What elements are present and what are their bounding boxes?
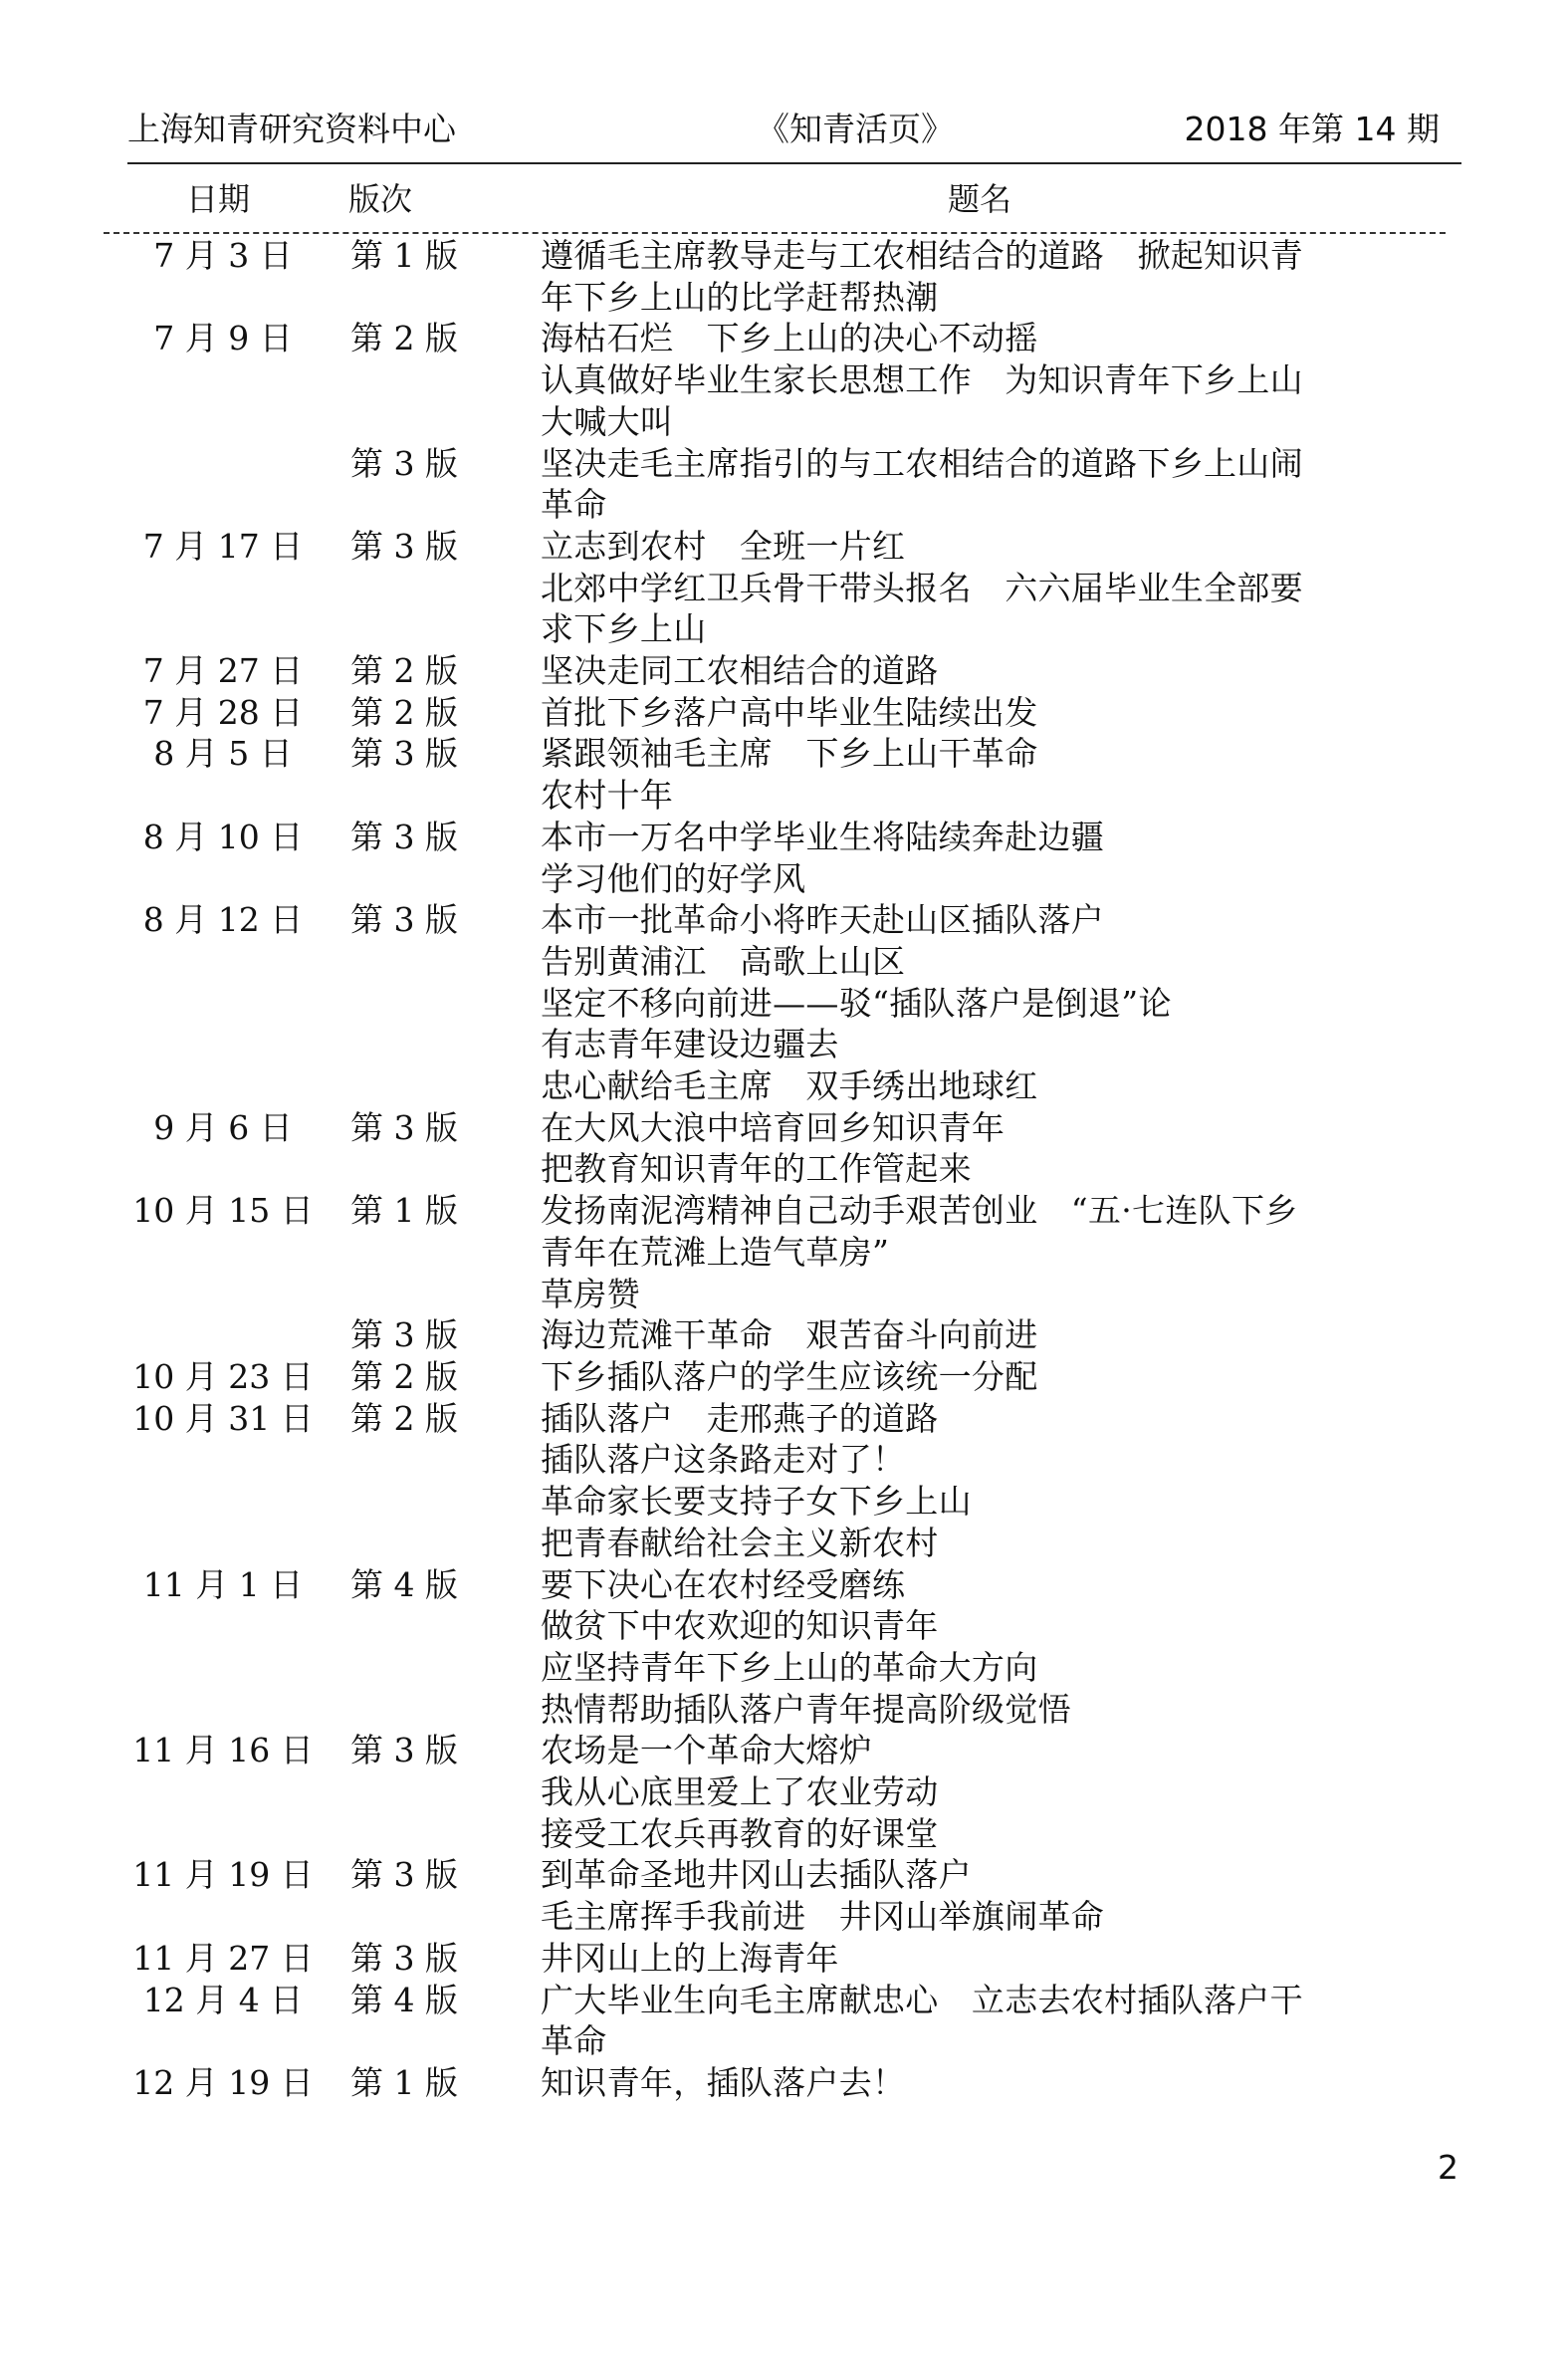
- row-titles: [541, 1730, 1437, 1854]
- row-edition: 第 3 版: [350, 1107, 458, 1147]
- row-date: 9 月 6 日: [153, 1107, 293, 1147]
- article-title-line: 农场是一个革命大熔炉: [541, 1731, 872, 1770]
- table-row: [0, 1398, 1568, 1564]
- row-edition: 第 3 版: [350, 817, 458, 856]
- table-row: [0, 1980, 1568, 2062]
- row-edition: 第 3 版: [350, 1731, 458, 1770]
- article-title-line: 海枯石烂 下乡上山的决心不动摇: [541, 319, 1038, 358]
- header-issue: 2018 年第 14 期: [1184, 110, 1440, 148]
- table-row: [0, 526, 1568, 650]
- table-row: [0, 1356, 1568, 1398]
- article-title-line: 坚决走毛主席指引的与工农相结合的道路下乡上山闹: [541, 443, 1303, 483]
- row-date: 11 月 16 日: [132, 1731, 314, 1770]
- article-title-line: 革命家长要支持子女下乡上山: [541, 1482, 972, 1522]
- row-titles: [541, 1854, 1437, 1937]
- article-title-line: 接受工农兵再教育的好课堂: [541, 1813, 939, 1853]
- header-rule: [127, 162, 1461, 164]
- table-row: [0, 1938, 1568, 1980]
- row-edition: 第 3 版: [350, 900, 458, 940]
- row-titles: [541, 817, 1437, 899]
- article-title-line: 插队落户 走邢燕子的道路: [541, 1398, 939, 1438]
- article-title-line: 把教育知识青年的工作管起来: [541, 1149, 972, 1189]
- table-row: [0, 1314, 1568, 1356]
- article-title-line: 首批下乡落户高中毕业生陆续出发: [541, 692, 1038, 732]
- table-row: [0, 1730, 1568, 1854]
- header-divider: [104, 232, 1446, 234]
- article-title-line: 做贫下中农欢迎的知识青年: [541, 1606, 939, 1646]
- row-titles: [541, 1938, 1437, 1980]
- row-date: 11 月 1 日: [142, 1564, 304, 1604]
- column-header-edition: 版次: [348, 180, 413, 218]
- row-date: 8 月 5 日: [153, 734, 293, 774]
- row-titles: [541, 526, 1437, 650]
- table-row: [0, 899, 1568, 1107]
- row-edition: 第 3 版: [350, 443, 458, 483]
- row-edition: 第 2 版: [350, 319, 458, 358]
- row-date: 7 月 3 日: [153, 236, 293, 275]
- article-title-line: 知识青年，插队落户去！: [541, 2062, 906, 2102]
- row-edition: 第 1 版: [350, 236, 458, 275]
- article-title-line: 要下决心在农村经受磨练: [541, 1564, 906, 1604]
- article-title-line: 遵循毛主席教导走与工农相结合的道路 掀起知识青: [541, 236, 1303, 275]
- article-title-line: 紧跟领袖毛主席 下乡上山干革命: [541, 734, 1038, 774]
- article-title-line: 忠心献给毛主席 双手绣出地球红: [541, 1066, 1038, 1106]
- article-title-line: 发扬南泥湾精神自己动手艰苦创业 “五·七连队下乡: [541, 1191, 1298, 1231]
- row-titles: [541, 650, 1437, 692]
- article-title-line: 认真做好毕业生家长思想工作 为知识青年下乡上山: [541, 360, 1303, 400]
- row-edition: 第 3 版: [350, 1315, 458, 1355]
- row-edition: 第 3 版: [350, 1938, 458, 1978]
- row-titles: [541, 1314, 1437, 1356]
- article-title-line: 农村十年: [541, 776, 674, 816]
- row-titles: [541, 1564, 1437, 1731]
- table-row: [0, 318, 1568, 442]
- article-title-line: 本市一批革命小将昨天赴山区插队落户: [541, 900, 1105, 940]
- row-date: 11 月 19 日: [132, 1855, 314, 1895]
- row-date: 7 月 28 日: [142, 692, 304, 732]
- article-table: [0, 235, 1568, 2104]
- row-titles: [541, 1190, 1437, 1314]
- row-edition: 第 4 版: [350, 1564, 458, 1604]
- row-titles: [541, 2062, 1437, 2104]
- table-row: [0, 650, 1568, 692]
- row-date: 10 月 15 日: [132, 1191, 314, 1231]
- article-title-line: 海边荒滩干革命 艰苦奋斗向前进: [541, 1315, 1038, 1355]
- row-date: 8 月 10 日: [142, 817, 304, 856]
- table-row: [0, 1190, 1568, 1314]
- row-date: 12 月 19 日: [132, 2062, 314, 2102]
- row-edition: 第 2 版: [350, 1356, 458, 1396]
- column-header-title: 题名: [948, 180, 1012, 218]
- article-title-line: 年下乡上山的比学赶帮热潮: [541, 277, 939, 317]
- table-row: [0, 1564, 1568, 1731]
- article-title-line: 热情帮助插队落户青年提高阶级觉悟: [541, 1689, 1071, 1729]
- article-title-line: 告别黄浦江 高歌上山区: [541, 941, 906, 981]
- row-edition: 第 4 版: [350, 1980, 458, 2019]
- article-title-line: 毛主席挥手我前进 井冈山举旗闹革命: [541, 1897, 1105, 1937]
- row-date: 7 月 9 日: [153, 319, 293, 358]
- article-title-line: 本市一万名中学毕业生将陆续奔赴边疆: [541, 817, 1105, 856]
- header-organization: 上海知青研究资料中心: [127, 110, 456, 148]
- table-row: [0, 1107, 1568, 1190]
- row-titles: [541, 443, 1437, 526]
- table-row: [0, 443, 1568, 526]
- row-titles: [541, 1356, 1437, 1398]
- row-edition: 第 2 版: [350, 651, 458, 691]
- row-titles: [541, 1107, 1437, 1190]
- article-title-line: 坚定不移向前进——驳“插队落户是倒退”论: [541, 983, 1172, 1023]
- article-title-line: 北郊中学红卫兵骨干带头报名 六六届毕业生全部要: [541, 568, 1303, 607]
- row-date: 8 月 12 日: [142, 900, 304, 940]
- row-edition: 第 2 版: [350, 1398, 458, 1438]
- row-edition: 第 1 版: [350, 2062, 458, 2102]
- row-edition: 第 2 版: [350, 692, 458, 732]
- table-row: [0, 817, 1568, 899]
- article-title-line: 大喊大叫: [541, 401, 674, 441]
- row-edition: 第 1 版: [350, 1191, 458, 1231]
- header-publication: 《知青活页》: [757, 110, 954, 148]
- column-header-date: 日期: [186, 180, 251, 218]
- article-title-line: 在大风大浪中培育回乡知识青年: [541, 1107, 1006, 1147]
- article-title-line: 学习他们的好学风: [541, 858, 806, 898]
- article-title-line: 革命: [541, 485, 607, 525]
- table-row: [0, 2062, 1568, 2104]
- row-date: 12 月 4 日: [142, 1980, 304, 2019]
- row-date: 11 月 27 日: [132, 1938, 314, 1978]
- article-title-line: 求下乡上山: [541, 609, 707, 649]
- article-title-line: 应坚持青年下乡上山的革命大方向: [541, 1647, 1038, 1687]
- article-title-line: 到革命圣地井冈山去插队落户: [541, 1855, 972, 1895]
- row-date: 7 月 27 日: [142, 651, 304, 691]
- article-title-line: 革命: [541, 2021, 607, 2061]
- page-header: [127, 104, 1461, 147]
- row-edition: 第 3 版: [350, 1855, 458, 1895]
- row-titles: [541, 733, 1437, 816]
- article-title-line: 有志青年建设边疆去: [541, 1025, 839, 1064]
- row-titles: [541, 692, 1437, 734]
- article-title-line: 井冈山上的上海青年: [541, 1938, 839, 1978]
- page-number: 2: [1438, 2148, 1458, 2187]
- article-title-line: 立志到农村 全班一片红: [541, 526, 906, 566]
- row-edition: 第 3 版: [350, 526, 458, 566]
- row-date: 7 月 17 日: [142, 526, 304, 566]
- row-titles: [541, 899, 1437, 1107]
- article-title-line: 草房赞: [541, 1274, 640, 1313]
- row-edition: 第 3 版: [350, 734, 458, 774]
- article-title-line: 我从心底里爱上了农业劳动: [541, 1772, 939, 1812]
- article-title-line: 广大毕业生向毛主席献忠心 立志去农村插队落户干: [541, 1980, 1303, 2019]
- article-title-line: 下乡插队落户的学生应该统一分配: [541, 1356, 1038, 1396]
- article-title-line: 坚决走同工农相结合的道路: [541, 651, 939, 691]
- article-title-line: 青年在荒滩上造气草房”: [541, 1232, 890, 1272]
- row-date: 10 月 31 日: [132, 1398, 314, 1438]
- row-titles: [541, 1980, 1437, 2062]
- row-titles: [541, 235, 1437, 318]
- row-date: 10 月 23 日: [132, 1356, 314, 1396]
- row-titles: [541, 1398, 1437, 1564]
- table-header: [0, 174, 1568, 218]
- article-title-line: 插队落户这条路走对了！: [541, 1440, 906, 1480]
- table-row: [0, 692, 1568, 734]
- table-row: [0, 733, 1568, 816]
- table-row: [0, 1854, 1568, 1937]
- table-row: [0, 235, 1568, 318]
- article-title-line: 把青春献给社会主义新农村: [541, 1523, 939, 1562]
- row-titles: [541, 318, 1437, 442]
